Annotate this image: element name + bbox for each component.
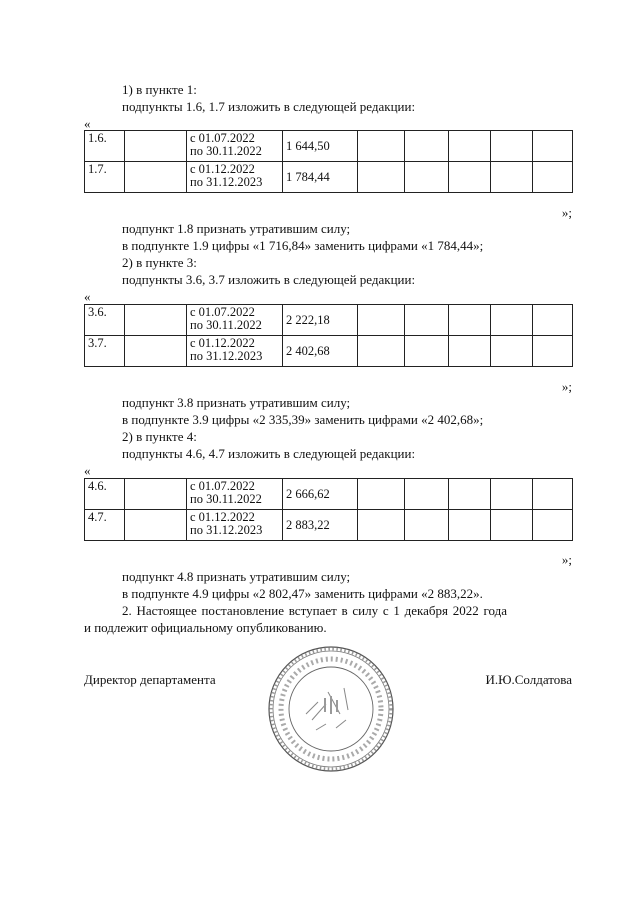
section-2-intro: подпункты 3.6, 3.7 изложить в следующей редакции: [122, 272, 416, 287]
section-1-after-1: подпункт 1.8 признать утратившим силу; [122, 221, 351, 236]
section-3-after-2: в подпункте 4.9 цифры «2 802,47» заменить цифрами «2 883,22». [122, 586, 483, 601]
quote-close: »; [561, 205, 572, 220]
quote-open: « [84, 463, 91, 478]
table-section-3 [84, 478, 573, 541]
table-row [85, 162, 573, 193]
quote-open: « [84, 289, 91, 304]
quote-close: »; [561, 379, 572, 394]
table-row [85, 336, 573, 367]
period-cell: с 01.12.2022 по 31.12.2023 [187, 510, 283, 541]
table-row [85, 131, 573, 162]
section-3-heading: 2) в пункте 4: [122, 429, 197, 444]
period-cell: с 01.07.2022 по 30.11.2022 [187, 479, 283, 510]
amount-cell: 2 402,68 [283, 336, 358, 367]
period-cell: с 01.07.2022 по 30.11.2022 [187, 305, 283, 336]
period-cell: с 01.12.2022 по 31.12.2023 [187, 336, 283, 367]
table-row [85, 510, 573, 541]
signature-position: Директор департамента [84, 672, 216, 687]
section-1-heading: 1) в пункте 1: [122, 82, 197, 97]
row-number: 1.6. [85, 131, 125, 162]
amount-cell: 2 666,62 [283, 479, 358, 510]
signature-name: И.Ю.Солдатова [485, 672, 572, 687]
table-section-1 [84, 130, 573, 193]
amount-cell: 2 222,18 [283, 305, 358, 336]
period-cell: с 01.07.2022 по 30.11.2022 [187, 131, 283, 162]
period-cell: с 01.12.2022 по 31.12.2023 [187, 162, 283, 193]
closing-paragraph-line-2: и подлежит официальному опубликованию. [84, 620, 327, 635]
section-1-after-2: в подпункте 1.9 цифры «1 716,84» заменить цифрами «1 784,44»; [122, 238, 484, 253]
closing-paragraph-line-1: 2. Настоящее постановление вступает в силу с 1 декабря 2022 года [122, 603, 508, 618]
row-number: 4.6. [85, 479, 125, 510]
table-section-2 [84, 304, 573, 367]
section-2-after-1: подпункт 3.8 признать утратившим силу; [122, 395, 351, 410]
section-3-intro: подпункты 4.6, 4.7 изложить в следующей редакции: [122, 446, 416, 461]
table-row [85, 479, 573, 510]
amount-cell: 2 883,22 [283, 510, 358, 541]
quote-close: »; [561, 552, 572, 567]
row-number: 4.7. [85, 510, 125, 541]
amount-cell: 1 644,50 [283, 131, 358, 162]
section-1-intro: подпункты 1.6, 1.7 изложить в следующей редакции: [122, 99, 416, 114]
section-3-after-1: подпункт 4.8 признать утратившим силу; [122, 569, 351, 584]
table-row [85, 305, 573, 336]
amount-cell: 1 784,44 [283, 162, 358, 193]
official-seal-icon [266, 644, 396, 774]
section-2-heading: 2) в пункте 3: [122, 255, 197, 270]
section-2-after-2: в подпункте 3.9 цифры «2 335,39» заменить цифрами «2 402,68»; [122, 412, 484, 427]
row-number: 3.6. [85, 305, 125, 336]
row-number: 3.7. [85, 336, 125, 367]
row-number: 1.7. [85, 162, 125, 193]
quote-open: « [84, 116, 91, 131]
